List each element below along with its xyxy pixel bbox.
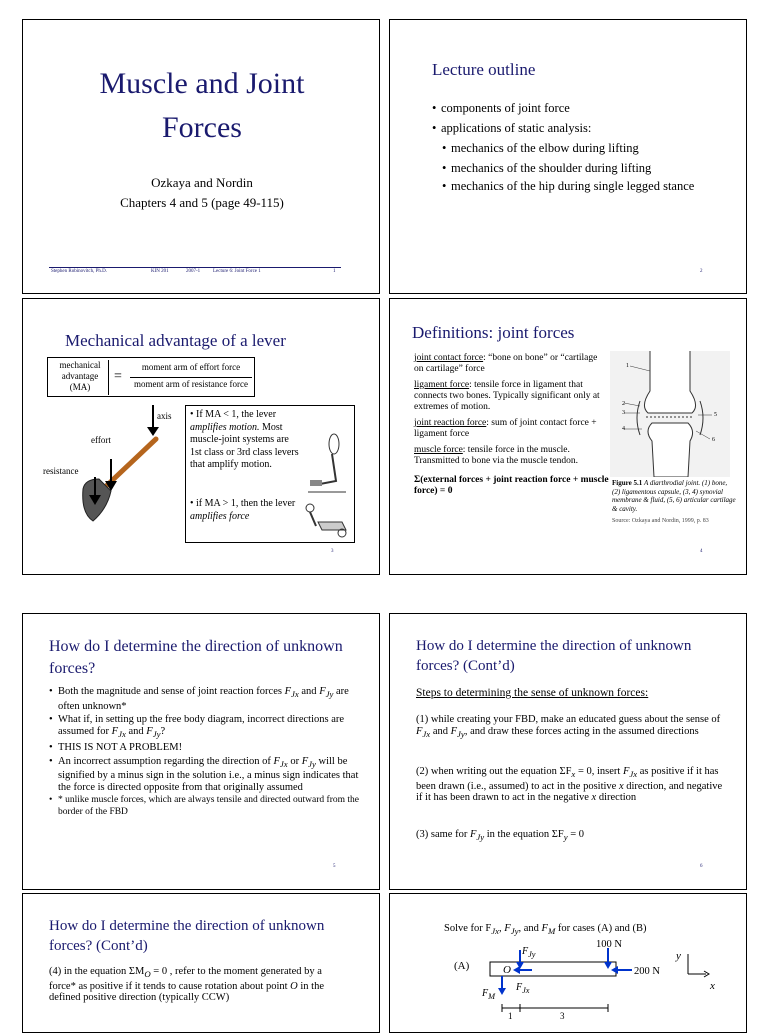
- slide-7: [22, 893, 380, 1033]
- slide-2: [389, 19, 747, 294]
- ma-denominator: moment arm of resistance force: [134, 379, 248, 389]
- axis-label: axis: [157, 411, 172, 421]
- def-joint-contact: joint contact force: “bone on bone” or “cartilage on cartilage” force: [414, 353, 598, 374]
- slide-5: [22, 613, 380, 890]
- def-muscle: muscle force: tensile force in the muscle. Transmitted to bone via the muscle tendon.: [414, 445, 579, 466]
- outline-subitem: • mechanics of the hip during single legged stance: [442, 178, 702, 194]
- bullet-footnote: • * unlike muscle forces, which are always tensile and directed outward from the border of the FBD: [49, 795, 359, 818]
- page-number: 3: [331, 549, 334, 554]
- step-1: (1) while creating your FBD, make an educated guess about the sense of $F_{Jx}$ and $F_{Jy}$, and draw these forces acting in the assumed directions: [416, 714, 721, 739]
- label-fjy: $F_{Jy}$: [522, 946, 536, 959]
- ma-numerator: moment arm of effort force: [141, 362, 241, 372]
- footer-course: KIN 201: [151, 269, 169, 274]
- bullet-magnitude: • Both the magnitude and sense of joint reaction forces $F_{Jx}$ and $F_{Jy}$ are often unknown*: [49, 686, 359, 712]
- label-fjx: $F_{Jx}$: [516, 982, 530, 995]
- footer-author: Stephen Robinovitch, Ph.D.: [51, 269, 107, 274]
- fig-num-2: 2: [622, 401, 625, 407]
- problem-heading: Solve for $F_{Jx}$, $F_{Jy}$, and $F_M$ for cases (A) and (B): [444, 923, 647, 937]
- page-number: 4: [700, 549, 703, 554]
- axis-arrowhead: [147, 427, 159, 436]
- step-4: (4) in the equation $\Sigma M_O = 0$ , refer to the moment generated by a force* as positive if it tends to cause rotation about point O in the defined positive direction (typically CCW): [49, 966, 324, 1004]
- fig-num-5: 5: [714, 412, 717, 418]
- page-number: 5: [333, 864, 336, 869]
- equals-sign: =: [114, 369, 122, 384]
- footer-term: 2007-1: [186, 269, 201, 274]
- arm-lever-illustration: [306, 426, 350, 496]
- slide-title: Definitions: joint forces: [412, 323, 575, 342]
- fraction-line: [130, 377, 252, 378]
- axis-y-label: y: [676, 950, 681, 962]
- bullet-what-if: • What if, in setting up the free body diagram, incorrect directions are assumed for $F_{Jx}$ and $F_{Jy}$?: [49, 714, 359, 740]
- slide-title: Mechanical advantage of a lever: [65, 331, 286, 350]
- slide-authors: Ozkaya and Nordin: [151, 175, 253, 190]
- lever-notes-box: [185, 405, 355, 543]
- note-ma-greater: • if MA > 1, then the lever amplifies force: [190, 498, 296, 522]
- effort-label: effort: [91, 435, 111, 445]
- definitions: [414, 353, 609, 497]
- outline-item: • components of joint force: [432, 98, 732, 118]
- slide-title: How do I determine the direction of unknown forces? (Cont’d): [49, 918, 325, 954]
- fig-num-4: 4: [622, 426, 625, 432]
- dim-3: 3: [560, 1011, 565, 1021]
- force-100-label: 100 N: [596, 939, 622, 950]
- slide-title: Lecture outline: [432, 60, 536, 79]
- bullet-not-a-problem: • THIS IS NOT A PROBLEM!: [49, 742, 359, 754]
- resistance-label: resistance: [43, 466, 79, 476]
- force-200-label: 200 N: [634, 966, 660, 977]
- direction-bullets: [49, 686, 359, 818]
- outline-list: [432, 98, 732, 138]
- sum-equation: Σ(external forces + joint reaction force + muscle force) = 0: [414, 475, 609, 496]
- fig-num-3: 3: [622, 410, 625, 416]
- outline-sublist: [442, 138, 702, 194]
- page-number: 2: [700, 269, 703, 274]
- slide-3: [22, 298, 380, 575]
- outline-subitem: • mechanics of the shoulder during lifting: [442, 158, 702, 178]
- ma-label: mechanical advantage (MA): [52, 360, 109, 395]
- figure-caption: Figure 5.1 A diarthrodial joint. (1) bone, (2) ligamentous capsule, (3, 4) synovial membrane & fluid, (5, 6) articular cartilage & cavity.: [612, 479, 736, 513]
- ma-formula-box: [47, 357, 255, 397]
- footer-page: 1: [333, 269, 336, 274]
- slide-chapters: Chapters 4 and 5 (page 49-115): [120, 195, 284, 210]
- figure-source: Source: Ozkaya and Nordin, 1999, p. 83: [612, 518, 709, 524]
- slide-4: [389, 298, 747, 575]
- outline-item: • applications of static analysis:: [432, 118, 732, 138]
- def-ligament: ligament force: tensile force in ligament that connects two bones. Typically significant only at extremes of motion.: [414, 380, 600, 412]
- axis-x-label: x: [710, 980, 715, 992]
- step-3: (3) same for $F_{Jy}$ in the equation $\Sigma F_y = 0$: [416, 829, 585, 843]
- slide-title: How do I determine the direction of unknown forces?: [49, 638, 343, 677]
- bullet-incorrect-assumption: • An incorrect assumption regarding the direction of $F_{Jx}$ or $F_{Jy}$ will be signified by a minus sign in the solution i.e., a minus sign indicates that the force is directed opposite from that originally assumed: [49, 756, 359, 794]
- page-number: 6: [700, 864, 703, 869]
- slide-6: [389, 613, 747, 890]
- footer-lecture: Lecture 6: Joint Force 1: [213, 269, 261, 274]
- steps-heading: Steps to determining the sense of unknown forces:: [416, 687, 649, 699]
- knee-joint-figure: [610, 351, 730, 477]
- step-2: (2) when writing out the equation $\Sigma F_x = 0$, insert $F_{Jx}$ as positive if it has been drawn (i.e., assumed) to act in the positive x direction, and negative if it has been drawn to act in the negative x direction: [416, 766, 723, 804]
- outline-subitem: • mechanics of the elbow during lifting: [442, 138, 702, 158]
- def-joint-reaction: joint reaction force: sum of joint contact force + ligament force: [414, 418, 597, 439]
- label-fm: $F_M$: [482, 988, 496, 1001]
- wheelbarrow-illustration: [302, 500, 352, 540]
- slide-8: [389, 893, 747, 1033]
- slide-title: Muscle and Joint Forces: [99, 67, 305, 144]
- dim-1: 1: [508, 1011, 513, 1021]
- label-o: O: [503, 964, 511, 976]
- slide-1: [22, 19, 380, 294]
- note-ma-less: • If MA < 1, the lever amplifies motion. Most muscle-joint systems are 1st class or 3rd class levers that amplify motion.: [190, 409, 299, 470]
- slide-footer-line: [49, 267, 341, 268]
- slide-title: How do I determine the direction of unknown forces? (Cont’d): [416, 638, 692, 674]
- fig-num-6: 6: [712, 437, 715, 443]
- fig-num-1: 1: [626, 363, 629, 369]
- case-label: (A): [454, 960, 470, 972]
